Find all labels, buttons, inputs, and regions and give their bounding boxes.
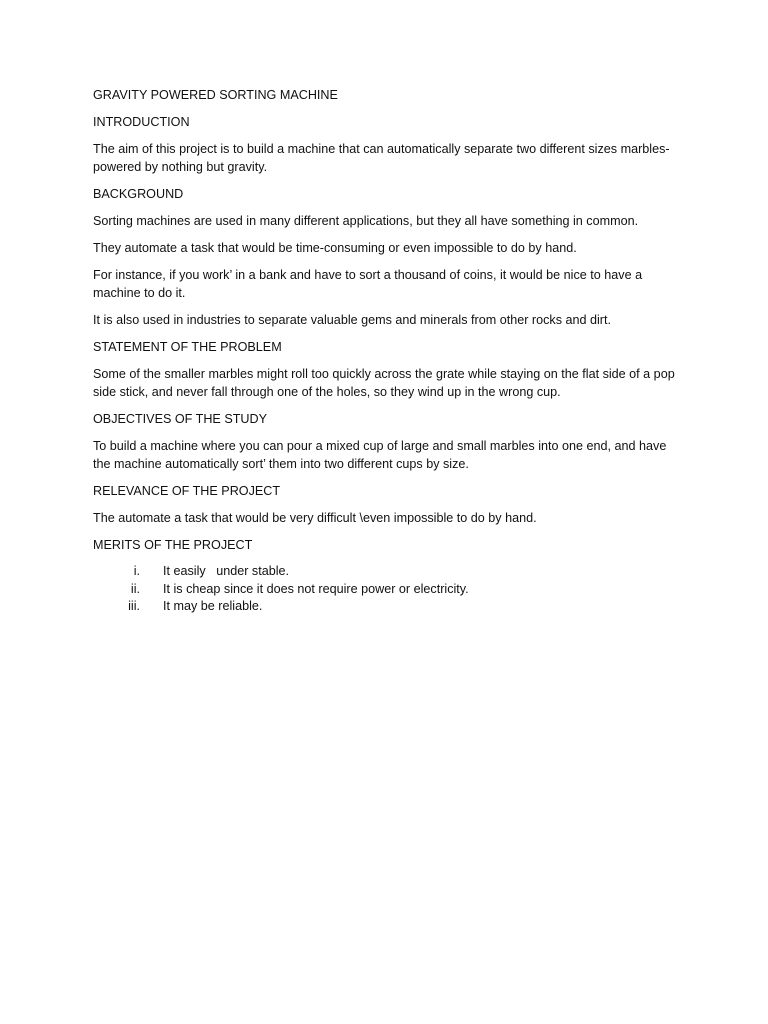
paragraph-aim: The aim of this project is to build a machine that can automatically separate two different sizes marbles-powered by nothing but gravity. bbox=[93, 142, 670, 174]
paragraph-industries: It is also used in industries to separate valuable gems and minerals from other rocks and dirt. bbox=[93, 313, 611, 327]
list-number: i. bbox=[133, 564, 140, 578]
heading-introduction: INTRODUCTION bbox=[93, 115, 190, 129]
list-item bbox=[93, 563, 683, 581]
list-text: It easily under stable. bbox=[163, 564, 290, 578]
paragraph-objectives: To build a machine where you can pour a mixed cup of large and small marbles into one end, and have the machine automatically sort’ them into two different cups by size. bbox=[93, 439, 670, 471]
heading-statement-of-problem: STATEMENT OF THE PROBLEM bbox=[93, 340, 282, 354]
list-text: It is cheap since it does not require power or electricity. bbox=[163, 581, 469, 596]
heading-background: BACKGROUND bbox=[93, 187, 184, 201]
list-number: ii. bbox=[130, 581, 140, 596]
paragraph-sorting-machines: Sorting machines are used in many different applications, but they all have something in common. bbox=[93, 214, 639, 228]
merits-list bbox=[93, 563, 683, 616]
list-number: iii. bbox=[128, 599, 140, 614]
list-text: It may be reliable. bbox=[163, 599, 263, 614]
list-item bbox=[93, 598, 683, 616]
paragraph-automate-task: They automate a task that would be time-consuming or even impossible to do by hand. bbox=[93, 241, 577, 255]
document-page bbox=[93, 86, 683, 616]
list-item bbox=[93, 581, 683, 599]
heading-merits: MERITS OF THE PROJECT bbox=[93, 538, 253, 552]
heading-objectives: OBJECTIVES OF THE STUDY bbox=[93, 412, 268, 426]
heading-relevance: RELEVANCE OF THE PROJECT bbox=[93, 484, 281, 498]
paragraph-bank-example: For instance, if you work’ in a bank and have to sort a thousand of coins, it would be nice to have a machine to do it. bbox=[93, 268, 646, 300]
document-title: GRAVITY POWERED SORTING MACHINE bbox=[93, 88, 338, 102]
paragraph-problem: Some of the smaller marbles might roll too quickly across the grate while staying on the flat side of a pop side stick, and never fall through one of the holes, so they wind up in the wrong cup. bbox=[93, 367, 679, 399]
paragraph-relevance: The automate a task that would be very difficult \even impossible to do by hand. bbox=[93, 511, 537, 525]
